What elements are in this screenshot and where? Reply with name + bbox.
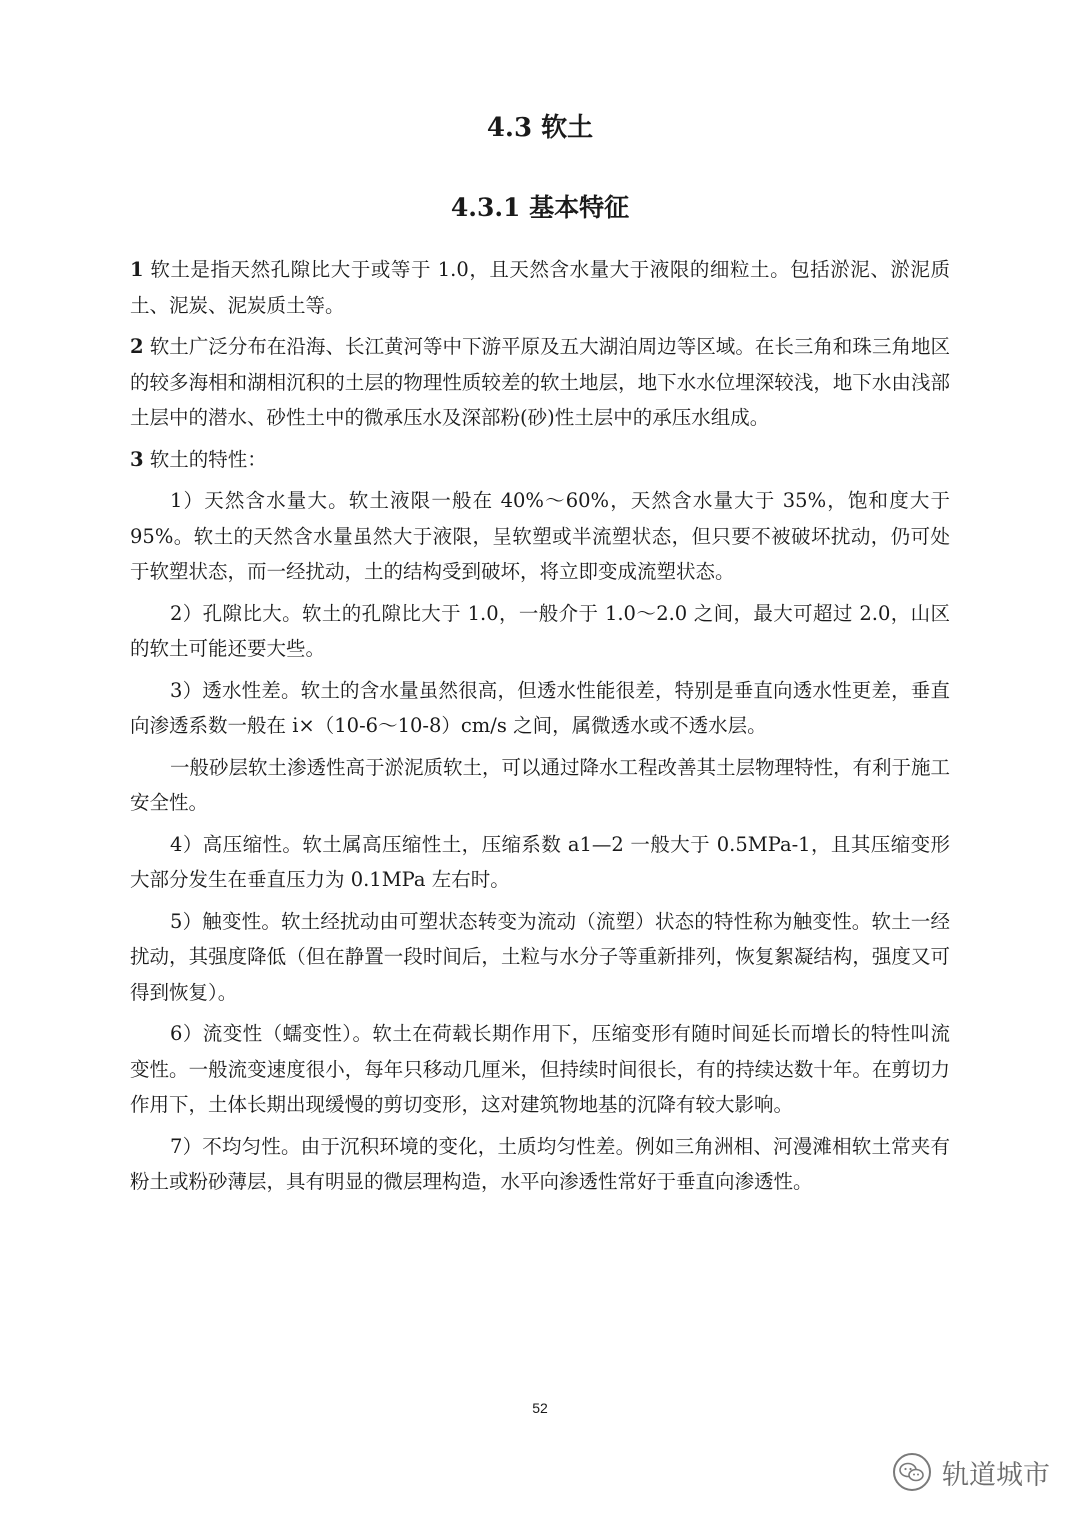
list-item: 5）触变性。软土经扰动由可塑状态转变为流动（流塑）状态的特性称为触变性。软土一经扰动，其强度降低（但在静置一段时间后，土粒与水分子等重新排列，恢复絮凝结构，强度又可得到恢复）。 <box>130 909 950 1004</box>
paragraph-text: 软土广泛分布在沿海、长江黄河等中下游平原及五大湖泊周边等区域。在长三角和珠三角地区的较多海相和湖相沉积的土层的物理性质较差的软土地层，地下水水位埋深较浅，地下水由浅部土层中的潜水、砂性土中的微承压水及深部粉(砂)性土层中的承压水组成。 <box>130 335 950 429</box>
list-item: 7）不均匀性。由于沉积环境的变化，土质均匀性差。例如三角洲相、河漫滩相软土常夹有粉土或粉砂薄层，具有明显的微层理构造，水平向渗透性常好于垂直向渗透性。 <box>130 1134 950 1193</box>
paragraph-number: 1 <box>130 258 144 281</box>
list-item: 一般砂层软土渗透性高于淤泥质软土，可以通过降水工程改善其土层物理特性，有利于施工安全性。 <box>130 755 951 814</box>
list-item: 4）高压缩性。软土属高压缩性土，压缩系数 a1—2 一般大于 0.5MPa-1，且其压缩变形大部分发生在垂直压力为 0.1MPa 左右时。 <box>130 832 950 891</box>
list-item: 6）流变性（蠕变性）。软土在荷载长期作用下，压缩变形有随时间延长而增长的特性叫流变性。一般流变速度很小，每年只移动几厘米，但持续时间很长，有的持续达数十年。在剪切力作用下，土体长期出现缓慢的剪切变形，这对建筑物地基的沉降有较大影响。 <box>130 1022 950 1116</box>
list-item: 3）透水性差。软土的含水量虽然很高，但透水性能很差，特别是垂直向透水性更差，垂直向渗透系数一般在 i×（10-6～10-8）cm/s 之间，属微透水或不透水层。 <box>130 678 950 737</box>
paragraph-number: 2 <box>130 335 144 358</box>
watermark-text: 轨道城市 <box>942 1459 1050 1491</box>
paragraph <box>130 329 950 436</box>
list-item: 2）孔隙比大。软土的孔隙比大于 1.0，一般介于 1.0～2.0 之间，最大可超过 2.0，山区的软土可能还要大些。 <box>130 601 950 660</box>
paragraph <box>130 442 950 478</box>
paragraph <box>130 252 950 323</box>
paragraph-text: 软土是指天然孔隙比大于或等于 1.0，且天然含水量大于液限的细粒土。包括淤泥、淤泥质土、泥炭、泥炭质土等。 <box>130 258 950 317</box>
section-title: 4.3 软土 <box>486 113 594 143</box>
paragraph-number: 3 <box>130 447 144 471</box>
wechat-icon <box>892 1452 932 1492</box>
document-body <box>130 252 950 1200</box>
paragraph-text: 软土的特性： <box>143 447 267 471</box>
subsection-title: 4.3.1 基本特征 <box>450 193 630 222</box>
watermark <box>892 1452 1050 1492</box>
list-item: 1）天然含水量大。软土液限一般在 40%～60%，天然含水量大于 35%，饱和度大于 95%。软土的天然含水量虽然大于液限，呈软塑或半流塑状态，但只要不被破坏扰动，仍可处于软塑状态，而一经扰动，土的结构受到破坏，将立即变成流塑状态。 <box>130 489 950 583</box>
page-number: 52 <box>532 1400 548 1416</box>
